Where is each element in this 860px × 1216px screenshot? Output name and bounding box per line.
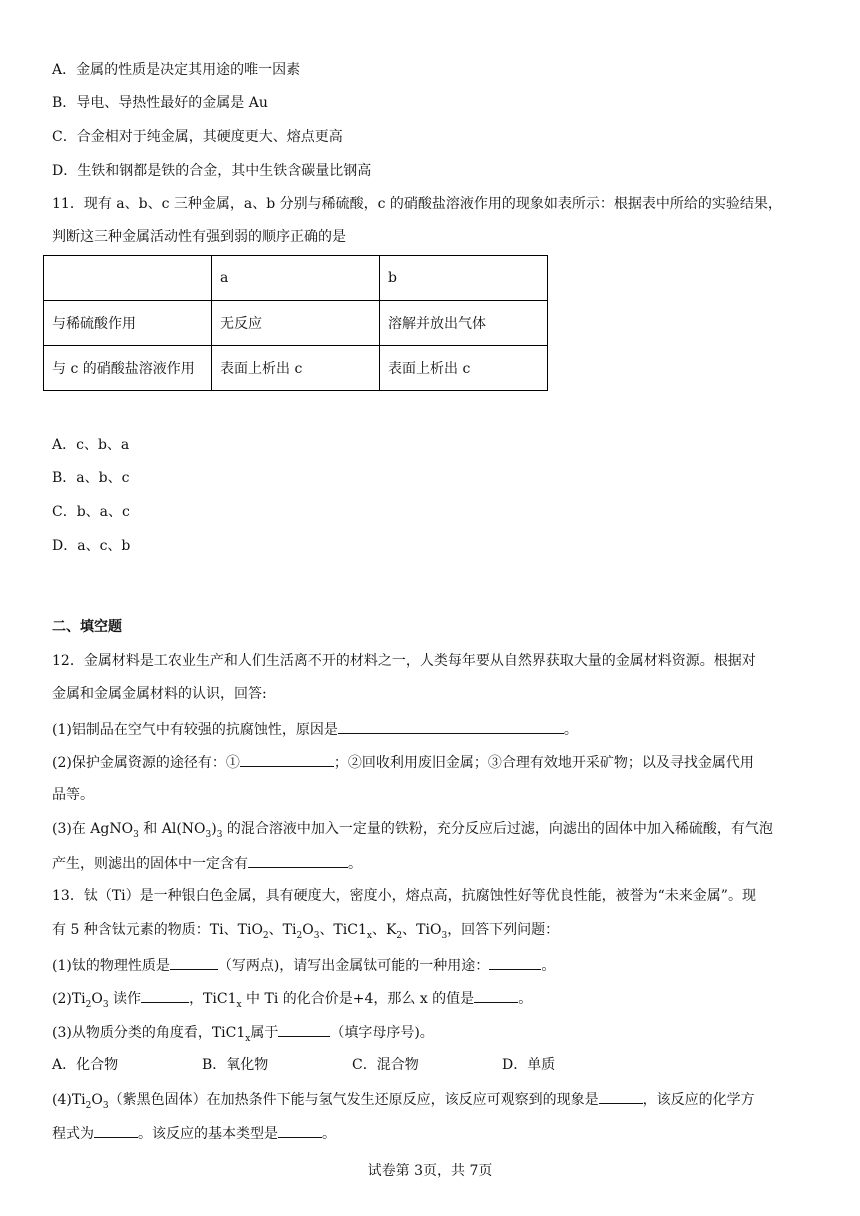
table-row <box>44 301 548 346</box>
q13-option-c: C．混合物 <box>352 1057 419 1073</box>
subscript: 3 <box>216 829 223 840</box>
table-cell: 无反应 <box>212 301 380 346</box>
text-span: O <box>302 922 314 938</box>
text-span: ，回答下列问题： <box>447 922 560 938</box>
table-cell: 与 c 的硝酸盐溶液作用 <box>44 346 212 391</box>
q13-stem-line2 <box>52 920 559 940</box>
q12-part3-line2 <box>52 852 362 874</box>
q13-part4 <box>52 1088 755 1110</box>
answer-blank[interactable] <box>170 954 218 970</box>
table-cell: 与稀硫酸作用 <box>44 301 212 346</box>
subscript: 3 <box>441 930 448 941</box>
text-span: 产生，则滤出的固体中一定含有 <box>52 856 248 872</box>
q13-part4-line2 <box>52 1122 336 1144</box>
text-span: 、Ti <box>268 922 297 938</box>
subscript: 2 <box>262 930 269 941</box>
subscript: x <box>245 1033 251 1044</box>
subscript: 3 <box>102 999 109 1010</box>
text-span: O <box>91 991 103 1007</box>
q12-part1-text: (1)铝制品在空气中有较强的抗腐蚀性，原因是 <box>52 722 338 738</box>
subscript: 2 <box>396 930 403 941</box>
text-span: 、K <box>371 922 397 938</box>
subscript: 2 <box>296 930 303 941</box>
subscript: 2 <box>85 999 92 1010</box>
subscript: 3 <box>133 829 139 840</box>
q13-stem-line1: 13．钛（Ti）是一种银白色金属，具有硬度大，密度小，熔点高，抗腐蚀性好等优良性能，被誉为“未来金属”。现 <box>52 888 756 904</box>
text-span: ) <box>211 821 217 837</box>
q10-option-a: A．金属的性质是决定其用途的唯一因素 <box>52 62 301 78</box>
subscript: 3 <box>205 829 212 840</box>
text-span: O <box>91 1092 103 1108</box>
text-span: 、TiC1 <box>319 922 367 938</box>
section-title: 二、填空题 <box>52 619 122 635</box>
q11-option-b: B．a、b、c <box>52 470 130 486</box>
table-cell: a <box>212 256 380 301</box>
text-span: ，该反应的化学方 <box>642 1092 755 1108</box>
q12-part2-text: (2)保护金属资源的途径有：① <box>52 755 240 771</box>
q11-stem-line2: 判断这三种金属活动性有强到弱的顺序正确的是 <box>52 229 346 245</box>
table-cell: 溶解并放出气体 <box>380 301 548 346</box>
text-span: (1)钛的物理性质是 <box>52 958 170 974</box>
answer-blank[interactable] <box>489 954 541 970</box>
text-span: (3)从物质分类的角度看，TiC1 <box>52 1025 246 1041</box>
subscript: x <box>236 999 242 1010</box>
text-span: （填字母序号)。 <box>330 1025 434 1041</box>
table-cell: b <box>380 256 548 301</box>
text-span: 。 <box>541 958 556 974</box>
q12-part3 <box>52 819 773 839</box>
q13-part3 <box>52 1021 434 1043</box>
text-span: 有 5 种含钛元素的物质：Ti、TiO <box>52 922 263 938</box>
text-span: 。 <box>518 991 533 1007</box>
answer-blank[interactable] <box>240 751 334 767</box>
text-span: 中 Ti 的化合价是+4，那么 x 的值是 <box>241 991 475 1007</box>
q10-option-c: C．合金相对于纯金属，其硬度更大、熔点更高 <box>52 129 343 145</box>
text-span: （紫黑色固体）在加热条件下能与氢气发生还原反应，该反应可观察到的现象是 <box>108 1092 599 1108</box>
answer-blank[interactable] <box>599 1088 643 1104</box>
q13-part2 <box>52 987 532 1009</box>
q10-option-d: D．生铁和钢都是铁的合金，其中生铁含碳量比钢高 <box>52 163 372 179</box>
text-span: 属于 <box>250 1025 279 1041</box>
answer-blank[interactable] <box>338 718 564 734</box>
q12-part2 <box>52 751 754 773</box>
answer-blank[interactable] <box>474 987 518 1003</box>
answer-blank[interactable] <box>94 1122 138 1138</box>
text-span: 。该反应的基本类型是 <box>138 1126 278 1142</box>
subscript: 2 <box>85 1100 92 1111</box>
table-header-row <box>44 256 548 301</box>
text-span: 读作 <box>108 991 142 1007</box>
q11-stem-line1: 11．现有 a、b、c 三种金属，a、b 分别与稀硫酸，c 的硝酸盐溶液作用的现象如表所示：根据表中所给的实验结果， <box>52 196 782 212</box>
q10-option-b: B．导电、导热性最好的金属是 Au <box>52 95 268 111</box>
text-span: 、TiO <box>402 922 442 938</box>
text-span: 程式为 <box>52 1126 94 1142</box>
q12-stem-line1: 12．金属材料是工农业生产和人们生活离不开的材料之一，人类每年要从自然界获取大量的金属材料资源。根据对 <box>52 653 756 669</box>
text-span: (2)Ti <box>52 991 86 1007</box>
text-span: 的混合溶液中加入一定量的铁粉，充分反应后过滤，向滤出的固体中加入稀硫酸，有气泡 <box>222 821 773 837</box>
text-span: (3)在 AgNO <box>52 821 134 837</box>
q13-options <box>52 1055 555 1075</box>
q11-option-d: D．a、c、b <box>52 538 131 554</box>
answer-blank[interactable] <box>278 1122 322 1138</box>
subscript: 3 <box>102 1100 109 1111</box>
answer-blank[interactable] <box>141 987 189 1003</box>
table-cell <box>44 256 212 301</box>
q13-option-a: A．化合物 <box>52 1057 119 1073</box>
q11-reaction-table <box>43 255 548 391</box>
table-row <box>44 346 548 391</box>
text-span: ，TiC1 <box>189 991 237 1007</box>
q12-part1 <box>52 718 578 740</box>
q11-option-a: A．c、b、a <box>52 437 130 453</box>
q13-part1 <box>52 954 555 976</box>
text-span: 。 <box>348 856 362 872</box>
q12-part1-end: 。 <box>563 722 578 738</box>
page-footer: 试卷第 3页，共 7页 <box>367 1163 493 1179</box>
q12-part2-rest: ；②回收利用废旧金属；③合理有效地开采矿物；以及寻找金属代用 <box>333 755 754 771</box>
answer-blank[interactable] <box>278 1021 330 1037</box>
q11-option-c: C．b、a、c <box>52 504 130 520</box>
subscript: 3 <box>313 930 320 941</box>
text-span: 和 Al(NO <box>138 821 206 837</box>
q12-stem-line2: 金属和金属金属材料的认识，回答: <box>52 686 267 702</box>
q13-option-b: B．氧化物 <box>202 1057 269 1073</box>
table-cell: 表面上析出 c <box>380 346 548 391</box>
text-span: (4)Ti <box>52 1092 86 1108</box>
answer-blank[interactable] <box>248 852 348 868</box>
q13-option-d: D．单质 <box>502 1057 556 1073</box>
subscript: x <box>366 930 372 941</box>
text-span: 。 <box>322 1126 336 1142</box>
table-cell: 表面上析出 c <box>212 346 380 391</box>
q12-part2-line2: 品等。 <box>52 787 94 803</box>
text-span: （写两点)，请写出金属钛可能的一种用途： <box>217 958 490 974</box>
